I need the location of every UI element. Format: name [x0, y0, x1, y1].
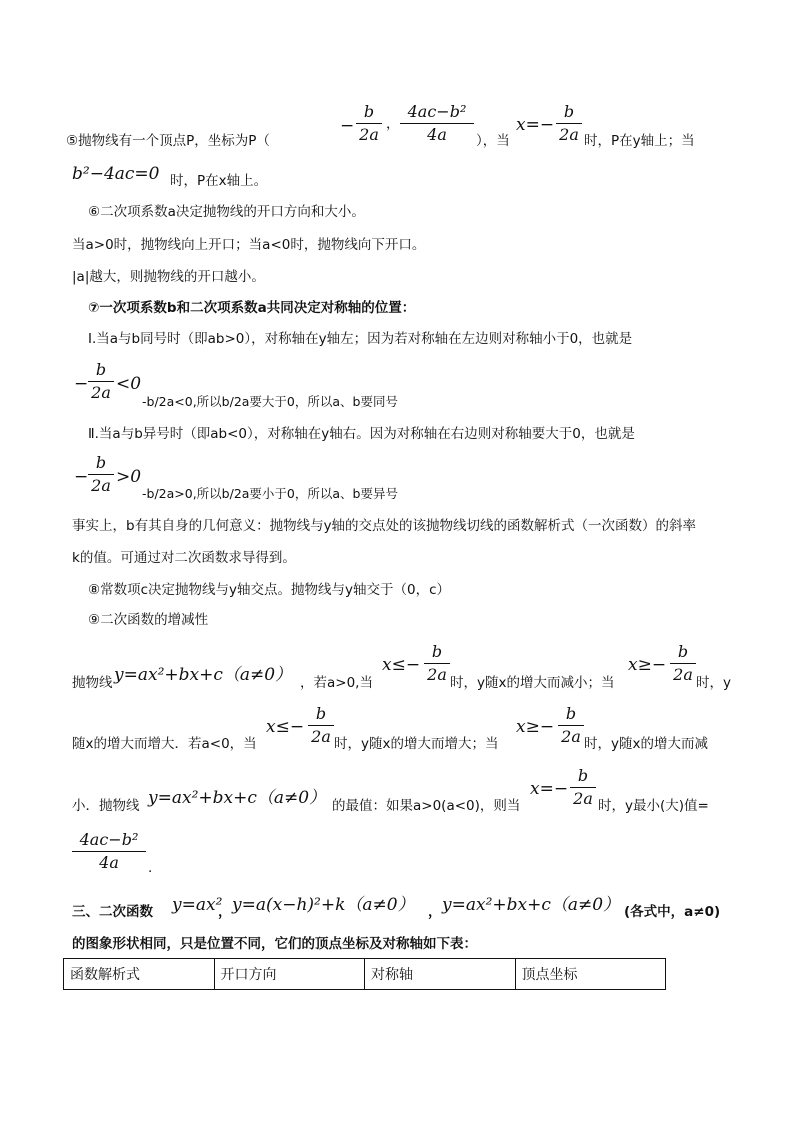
comma: ， — [386, 116, 400, 132]
gt-zero-expr: >0 — [116, 467, 142, 487]
frac-den: 2a — [670, 663, 696, 683]
formula-vertex-form: y=a(x−h)²+k（a≠0） — [232, 895, 415, 915]
discriminant-expr: b²−4ac=0 — [72, 164, 160, 184]
p9-heading: ⑨二次函数的增减性 — [88, 612, 209, 628]
p6-line2: 当a>0时，抛物线向上开口；当a<0时，抛物线向下开口。 — [72, 237, 426, 253]
p9-line2-c: 时，y随x的增大而减 — [584, 736, 708, 752]
frac-den: 4a — [400, 123, 474, 143]
col-header-expression: 函数解析式 — [64, 959, 215, 990]
s3-heading-a: 三、二次函数 — [72, 904, 153, 920]
table-header-row — [64, 959, 666, 990]
p5-line2: 时，P在x轴上。 — [170, 173, 268, 189]
frac-den: 2a — [88, 474, 114, 494]
neg-sign: − — [340, 116, 355, 136]
col-header-vertex: 顶点坐标 — [515, 959, 666, 990]
comma: ， — [218, 904, 232, 920]
s3-heading-note: (各式中，a≠0) — [624, 904, 721, 920]
quadratic-eq: y=ax²+bx+c（a≠0） — [148, 788, 327, 808]
p9-line3-c: 时，y最小(大)值= — [598, 798, 709, 814]
p9-line1-a: 抛物线 — [72, 675, 113, 691]
p7-fact-line1: 事实上，b有其自身的几何意义：抛物线与y轴的交点处的该抛物线切线的函数解析式（一次函数）的斜率 — [72, 518, 697, 534]
x-eq-expr: x=− — [516, 115, 555, 135]
p5-line1-c: 时，P在y轴上；当 — [584, 133, 695, 149]
frac-num: b — [677, 642, 689, 661]
frac-den: 4a — [72, 851, 146, 871]
frac-num: b — [431, 642, 443, 661]
frac-b-over-2a — [670, 644, 696, 683]
p7-case2: Ⅱ.当a与b异号时（即ab<0），对称轴在y轴右。因为对称轴在右边则对称轴要大于0，也就是 — [88, 426, 635, 442]
frac-num: b — [363, 102, 375, 121]
p9-line1-d: 时，y — [696, 675, 731, 691]
frac-vertex-y — [400, 104, 474, 143]
formula-general-form: y=ax²+bx+c（a≠0） — [442, 895, 621, 915]
col-header-opening: 开口方向 — [214, 959, 365, 990]
frac-num: b — [95, 453, 107, 472]
p9-line1-b: ，若a>0,当 — [300, 675, 373, 691]
frac-num: b — [95, 360, 107, 379]
x-ge-expr: x≥− — [628, 655, 667, 675]
p8-line: ⑧常数项c决定抛物线与y轴交点。抛物线与y轴交于（0，c） — [88, 582, 451, 598]
frac-b-over-2a — [556, 104, 582, 143]
col-header-axis: 对称轴 — [365, 959, 516, 990]
frac-b-over-2a — [424, 644, 450, 683]
p9-line2-b: 时，y随x的增大而增大；当 — [334, 736, 499, 752]
frac-b-over-2a — [356, 104, 382, 143]
p6-line3: |a|越大，则抛物线的开口越小。 — [72, 269, 265, 285]
frac-den: 2a — [356, 123, 382, 143]
formula-vertex-origin: y=ax² — [172, 895, 223, 915]
x-le-expr: x≤− — [382, 655, 421, 675]
p7-case2-note: -b/2a>0,所以b/2a要小于0，所以a、b要异号 — [142, 486, 398, 501]
p9-line2-a: 随x的增大而增大．若a<0，当 — [72, 736, 257, 752]
frac-num: b — [565, 704, 577, 723]
frac-den: 2a — [556, 123, 582, 143]
frac-extreme-value — [72, 832, 146, 871]
p7-case1-note: -b/2a<0,所以b/2a要大于0，所以a、b要同号 — [142, 394, 398, 409]
frac-b-over-2a — [570, 768, 596, 807]
frac-b-over-2a — [88, 362, 114, 401]
vertex-axis-table — [63, 958, 666, 990]
frac-b-over-2a — [558, 706, 584, 745]
frac-den: 2a — [558, 725, 584, 745]
quadratic-eq: y=ax²+bx+c（a≠0） — [114, 665, 293, 685]
p5-line1-a: ⑤抛物线有一个顶点P，坐标为P（ — [66, 133, 270, 149]
p7-fact-line2: k的值。可通过对二次函数求导得到。 — [72, 550, 296, 566]
p6-line1: ⑥二次项系数a决定抛物线的开口方向和大小。 — [88, 204, 365, 220]
lt-zero-expr: <0 — [116, 374, 142, 394]
frac-den: 2a — [88, 381, 114, 401]
p9-line3-a: 小．抛物线 — [72, 798, 140, 814]
frac-b-over-2a — [308, 706, 334, 745]
x-le-expr: x≤− — [266, 717, 305, 737]
comma: ， — [428, 904, 442, 920]
frac-den: 2a — [308, 725, 334, 745]
p7-heading: ⑦一次项系数b和二次项系数a共同决定对称轴的位置： — [88, 300, 416, 316]
p9-line3-b: 的最值：如果a>0(a<0)，则当 — [332, 798, 521, 814]
frac-num: b — [563, 102, 575, 121]
frac-num: b — [315, 704, 327, 723]
frac-num: b — [577, 766, 589, 785]
p7-case1: Ⅰ.当a与b同号时（即ab>0），对称轴在y轴左；因为若对称轴在左边则对称轴小于0，也就是 — [88, 331, 633, 347]
neg-sign: − — [74, 374, 89, 394]
period: . — [148, 860, 153, 876]
neg-sign: − — [74, 467, 89, 487]
x-eq-expr: x=− — [530, 779, 569, 799]
frac-den: 2a — [570, 787, 596, 807]
frac-den: 2a — [424, 663, 450, 683]
x-ge-expr: x≥− — [516, 717, 555, 737]
frac-num: 4ac−b² — [79, 830, 139, 849]
frac-num: 4ac−b² — [407, 102, 467, 121]
p9-line1-c: 时，y随x的增大而减小；当 — [450, 675, 615, 691]
p5-line1-b: ），当 — [476, 133, 510, 149]
s3-line2: 的图象形状相同，只是位置不同，它们的顶点坐标及对称轴如下表： — [72, 936, 477, 952]
frac-b-over-2a — [88, 455, 114, 494]
